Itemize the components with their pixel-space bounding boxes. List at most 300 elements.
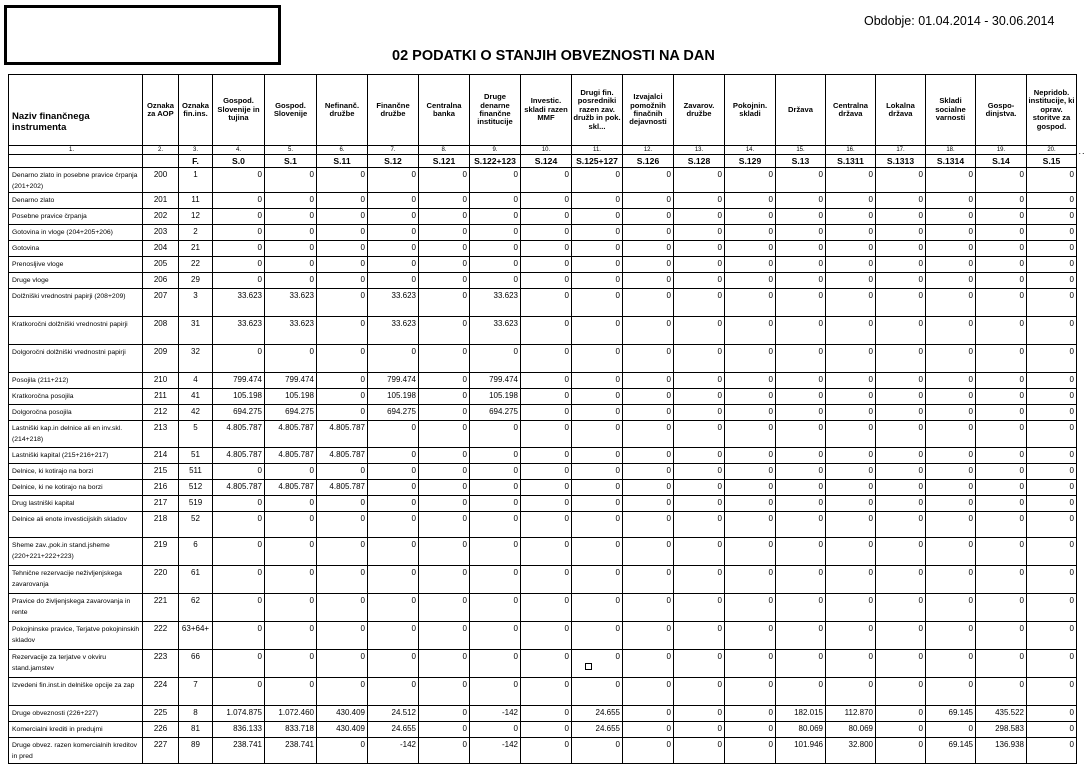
value-cell: 0 [776,566,826,594]
value-cell: 0 [674,448,725,464]
value-cell: 0 [470,566,521,594]
value-cell: 4.805.787 [213,480,265,496]
column-number-row [9,146,1077,155]
value-cell: 0 [317,622,368,650]
value-cell: 0 [623,650,674,678]
value-cell: 105.198 [213,389,265,405]
value-cell: 0 [470,345,521,373]
col-number: 17. [876,146,926,155]
instrument-name: Tehnične rezervacije neživljenjskega zavarovanja [9,566,143,594]
aop-code: 222 [143,622,179,650]
value-cell: 0 [419,512,470,538]
value-cell: 33.623 [265,317,317,345]
value-cell: 0 [470,678,521,706]
value-cell: 0 [725,193,776,209]
value-cell: 80.069 [826,722,876,738]
value-cell: 0 [876,622,926,650]
value-cell: 0 [572,373,623,389]
logo-placeholder-box [4,5,281,65]
value-cell: 0 [725,722,776,738]
value-cell: 0 [572,538,623,566]
header-col-8: Centralna banka [419,75,470,146]
value-cell: 0 [368,257,419,273]
value-cell: 0 [926,650,976,678]
header-instrument-name: Naziv finančnega instrumenta [9,75,143,146]
instrument-name: Lastniški kap.in delnice ali en inv.skl.(214+218) [9,421,143,448]
value-cell: 0 [368,566,419,594]
value-cell: 0 [1027,317,1077,345]
instrument-name: Posojila (211+212) [9,373,143,389]
value-cell: 0 [876,373,926,389]
value-cell: 0 [674,512,725,538]
sector-code: S.1311 [826,155,876,168]
value-cell: 0 [368,225,419,241]
value-cell: 0 [826,168,876,193]
value-cell: 0 [976,480,1027,496]
value-cell: 0 [876,389,926,405]
value-cell: 0 [368,193,419,209]
value-cell: 0 [265,538,317,566]
value-cell: 0 [317,289,368,317]
value-cell: 0 [213,464,265,480]
value-cell: 0 [725,496,776,512]
value-cell: 0 [1027,722,1077,738]
table-row [9,722,1077,738]
value-cell: 0 [419,496,470,512]
table-row [9,480,1077,496]
value-cell: 0 [317,738,368,764]
value-cell: -142 [470,738,521,764]
value-cell: 0 [725,480,776,496]
value-cell: 0 [876,421,926,448]
value-cell: 0 [1027,289,1077,317]
value-cell: 0 [419,464,470,480]
value-cell: 0 [213,345,265,373]
value-cell: 4.805.787 [265,480,317,496]
value-cell: 0 [725,241,776,257]
value-cell: 0 [725,448,776,464]
col-number: 5. [265,146,317,155]
value-cell: 0 [926,257,976,273]
value-cell: 298.583 [976,722,1027,738]
value-cell: 694.275 [368,405,419,421]
fin-instrument-code: 8 [179,706,213,722]
value-cell: 0 [976,464,1027,480]
value-cell: 0 [623,421,674,448]
value-cell: 0 [926,225,976,241]
value-cell: 0 [674,241,725,257]
value-cell: 0 [776,448,826,464]
aop-code: 209 [143,345,179,373]
value-cell: 0 [826,622,876,650]
value-cell: 0 [725,622,776,650]
aop-code: 201 [143,193,179,209]
value-cell: 0 [521,273,572,289]
value-cell: 0 [1027,421,1077,448]
value-cell: 0 [674,566,725,594]
fin-instrument-code: 42 [179,405,213,421]
aop-code: 216 [143,480,179,496]
aop-code: 227 [143,738,179,764]
sector-code: S.121 [419,155,470,168]
value-cell: 0 [826,405,876,421]
value-cell: 0 [1027,193,1077,209]
value-cell: 0 [521,678,572,706]
value-cell: 0 [265,225,317,241]
table-row [9,345,1077,373]
value-cell: 0 [419,722,470,738]
value-cell: 0 [419,706,470,722]
value-cell: 0 [623,209,674,225]
value-cell: 836.133 [213,722,265,738]
sector-code: S.129 [725,155,776,168]
value-cell: 0 [826,650,876,678]
value-cell: 0 [470,464,521,480]
fin-instrument-code: 61 [179,566,213,594]
value-cell: 0 [826,480,876,496]
value-cell: 0 [572,273,623,289]
value-cell: 0 [1027,496,1077,512]
value-cell: 0 [976,389,1027,405]
value-cell: 0 [521,389,572,405]
value-cell: 0 [572,496,623,512]
value-cell: 0 [623,225,674,241]
value-cell: 0 [317,405,368,421]
instrument-name: Komercialni krediti in predujmi [9,722,143,738]
value-cell: 0 [317,168,368,193]
aop-code: 212 [143,405,179,421]
value-cell: 0 [776,464,826,480]
value-cell: 0 [876,480,926,496]
value-cell: 0 [623,480,674,496]
value-cell: 833.718 [265,722,317,738]
value-cell: 4.805.787 [317,421,368,448]
instrument-name: Rezervacije za terjatve v okviru stand.jamstev [9,650,143,678]
value-cell: 0 [976,594,1027,622]
value-cell: 0 [876,289,926,317]
value-cell: 0 [976,622,1027,650]
instrument-name: Izvedeni fin.inst.in delniške opcije za zap [9,678,143,706]
value-cell: 0 [572,168,623,193]
aop-code: 213 [143,421,179,448]
table-row [9,421,1077,448]
fin-instrument-code: 22 [179,257,213,273]
sector-code: S.14 [976,155,1027,168]
header-col-17: Lokalna država [876,75,926,146]
value-cell: 0 [725,464,776,480]
value-cell: 0 [725,345,776,373]
value-cell: 0 [265,464,317,480]
sector-code-row [9,155,1077,168]
value-cell: 0 [470,622,521,650]
value-cell: 0 [1027,538,1077,566]
value-cell: 0 [1027,345,1077,373]
instrument-name: Dolgoročna posojila [9,405,143,421]
sector-code: S.122+123 [470,155,521,168]
value-cell: 0 [776,421,826,448]
value-cell: 0 [623,678,674,706]
value-cell: 0 [368,273,419,289]
value-cell: 0 [623,622,674,650]
value-cell: 0 [521,345,572,373]
value-cell: 0 [317,317,368,345]
value-cell: 0 [213,538,265,566]
value-cell: 0 [213,168,265,193]
instrument-name: Posebne pravice črpanja [9,209,143,225]
value-cell: 0 [826,257,876,273]
header-col-11: Drugi fin. posredniki razen zav. družb in pok. skl... [572,75,623,146]
value-cell: 0 [926,405,976,421]
value-cell: 0 [623,512,674,538]
header-col-18: Skladi socialne varnosti [926,75,976,146]
value-cell: 0 [419,421,470,448]
header-row [9,75,1077,146]
instrument-name: Druge obvez. razen komercialnih kreditov in pred [9,738,143,764]
value-cell: 0 [572,678,623,706]
value-cell: 0 [826,496,876,512]
value-cell: 0 [213,594,265,622]
value-cell: 0 [674,738,725,764]
value-cell: 0 [572,650,623,678]
value-cell: 0 [623,289,674,317]
value-cell: 0 [213,241,265,257]
value-cell: 0 [521,738,572,764]
fin-instrument-code: 89 [179,738,213,764]
value-cell: 0 [876,722,926,738]
value-cell: 0 [776,241,826,257]
aop-code: 223 [143,650,179,678]
value-cell: 0 [976,405,1027,421]
value-cell: 0 [976,289,1027,317]
value-cell: 0 [470,722,521,738]
value-cell: 0 [265,566,317,594]
value-cell: 0 [976,538,1027,566]
fin-instrument-code: 31 [179,317,213,345]
col-number: 9. [470,146,521,155]
value-cell: 0 [572,421,623,448]
value-cell: 0 [876,496,926,512]
sector-code: S.0 [213,155,265,168]
value-cell: 0 [976,225,1027,241]
value-cell: 0 [368,594,419,622]
value-cell: 0 [368,512,419,538]
value-cell: 0 [1027,464,1077,480]
fin-instrument-code: 66 [179,650,213,678]
value-cell: 0 [776,373,826,389]
value-cell: 799.474 [265,373,317,389]
value-cell: 0 [419,738,470,764]
value-cell: 4.805.787 [317,480,368,496]
value-cell: 0 [623,448,674,464]
value-cell: 0 [976,448,1027,464]
value-cell: 0 [674,464,725,480]
sector-code [9,155,143,168]
value-cell: 0 [876,706,926,722]
value-cell: 33.623 [213,289,265,317]
value-cell: 24.512 [368,706,419,722]
value-cell: 0 [419,273,470,289]
value-cell: 0 [1027,273,1077,289]
fin-instrument-code: 5 [179,421,213,448]
value-cell: 0 [826,566,876,594]
value-cell: 0 [725,405,776,421]
header-col-19: Gospo-dinjstva. [976,75,1027,146]
value-cell: 0 [572,345,623,373]
header-col-4: Gospod. Slovenije in tujina [213,75,265,146]
value-cell: 0 [368,168,419,193]
value-cell: 0 [1027,448,1077,464]
fin-instrument-code: 81 [179,722,213,738]
value-cell: 0 [876,405,926,421]
instrument-name: Dolžniški vrednostni papirji (208+209) [9,289,143,317]
value-cell: 0 [623,168,674,193]
value-cell: 0 [368,622,419,650]
header-col-14: Pokojnin. skladi [725,75,776,146]
value-cell: 0 [1027,257,1077,273]
value-cell: 0 [776,317,826,345]
value-cell: 0 [317,273,368,289]
aop-code: 221 [143,594,179,622]
value-cell: 0 [674,345,725,373]
value-cell: 0 [265,622,317,650]
fin-instrument-code: 52 [179,512,213,538]
value-cell: 0 [674,289,725,317]
value-cell: 0 [623,257,674,273]
value-cell: 0 [470,448,521,464]
value-cell: 0 [725,317,776,345]
value-cell: 0 [521,594,572,622]
value-cell: 0 [623,738,674,764]
value-cell: 0 [926,273,976,289]
aop-code: 211 [143,389,179,405]
value-cell: 33.623 [368,289,419,317]
instrument-name: Kratkoročna posojila [9,389,143,405]
value-cell: 0 [317,678,368,706]
value-cell: 0 [674,257,725,273]
value-cell: 0 [1027,738,1077,764]
value-cell: 0 [623,241,674,257]
value-cell: 0 [1027,566,1077,594]
value-cell: 0 [213,512,265,538]
value-cell: 0 [317,538,368,566]
table-row [9,678,1077,706]
aop-code: 206 [143,273,179,289]
value-cell: 0 [1027,480,1077,496]
value-cell: 0 [470,168,521,193]
value-cell: 0 [876,448,926,464]
value-cell: 0 [826,241,876,257]
value-cell: 0 [213,225,265,241]
value-cell: 0 [623,373,674,389]
value-cell: 0 [470,193,521,209]
value-cell: 0 [674,389,725,405]
instrument-name: Gotovina in vloge (204+205+206) [9,225,143,241]
value-cell: 430.409 [317,706,368,722]
value-cell: 0 [521,496,572,512]
header-col-3: Oznaka fin.ins. [179,75,213,146]
value-cell: 0 [368,678,419,706]
sector-code: S.11 [317,155,368,168]
col-number: 6. [317,146,368,155]
value-cell: 0 [572,317,623,345]
value-cell: 0 [419,389,470,405]
value-cell: 0 [876,512,926,538]
value-cell: 0 [926,193,976,209]
table-row [9,241,1077,257]
value-cell: 0 [317,496,368,512]
sector-code: S.1314 [926,155,976,168]
value-cell: 0 [926,209,976,225]
value-cell: 33.623 [470,289,521,317]
fin-instrument-code: 41 [179,389,213,405]
fin-instrument-code: 7 [179,678,213,706]
value-cell: 0 [419,289,470,317]
value-cell: 0 [1027,405,1077,421]
aop-code: 218 [143,512,179,538]
table-row [9,389,1077,405]
instrument-name: Lastniški kapital (215+216+217) [9,448,143,464]
value-cell: 101.946 [776,738,826,764]
value-cell: 0 [470,273,521,289]
value-cell: 0 [826,345,876,373]
value-cell: 0 [674,273,725,289]
value-cell: 0 [419,193,470,209]
value-cell: 0 [470,650,521,678]
fin-instrument-code: 32 [179,345,213,373]
value-cell: 0 [926,421,976,448]
value-cell: 0 [976,678,1027,706]
value-cell: 0 [725,373,776,389]
value-cell: 0 [1027,650,1077,678]
value-cell: 0 [419,257,470,273]
value-cell: 33.623 [470,317,521,345]
value-cell: 0 [572,241,623,257]
value-cell: 0 [725,650,776,678]
table-row [9,405,1077,421]
instrument-name: Pokojninske pravice, Terjatve pokojninskih skladov [9,622,143,650]
header-col-7: Finančne družbe [368,75,419,146]
value-cell: 0 [213,622,265,650]
value-cell: 0 [876,464,926,480]
value-cell: 0 [213,650,265,678]
value-cell: 0 [419,678,470,706]
fin-instrument-code: 63+64+ [179,622,213,650]
value-cell: 0 [572,225,623,241]
value-cell: 0 [725,421,776,448]
value-cell: 0 [213,193,265,209]
value-cell: 694.275 [213,405,265,421]
value-cell: 0 [926,512,976,538]
value-cell: 0 [876,273,926,289]
table-row [9,738,1077,764]
header-col-5: Gospod. Slovenije [265,75,317,146]
value-cell: 0 [976,566,1027,594]
value-cell: 435.522 [976,706,1027,722]
aop-code: 205 [143,257,179,273]
value-cell: 0 [776,622,826,650]
value-cell: 0 [725,538,776,566]
sector-code: S.1313 [876,155,926,168]
aop-code: 200 [143,168,179,193]
value-cell: 0 [1027,512,1077,538]
col-number: 4. [213,146,265,155]
instrument-name: Delnice, ki kotirajo na borzi [9,464,143,480]
value-cell: 0 [674,209,725,225]
value-cell: 0 [419,480,470,496]
value-cell: 0 [976,421,1027,448]
value-cell: 0 [419,345,470,373]
instrument-name: Prenosljive vloge [9,257,143,273]
